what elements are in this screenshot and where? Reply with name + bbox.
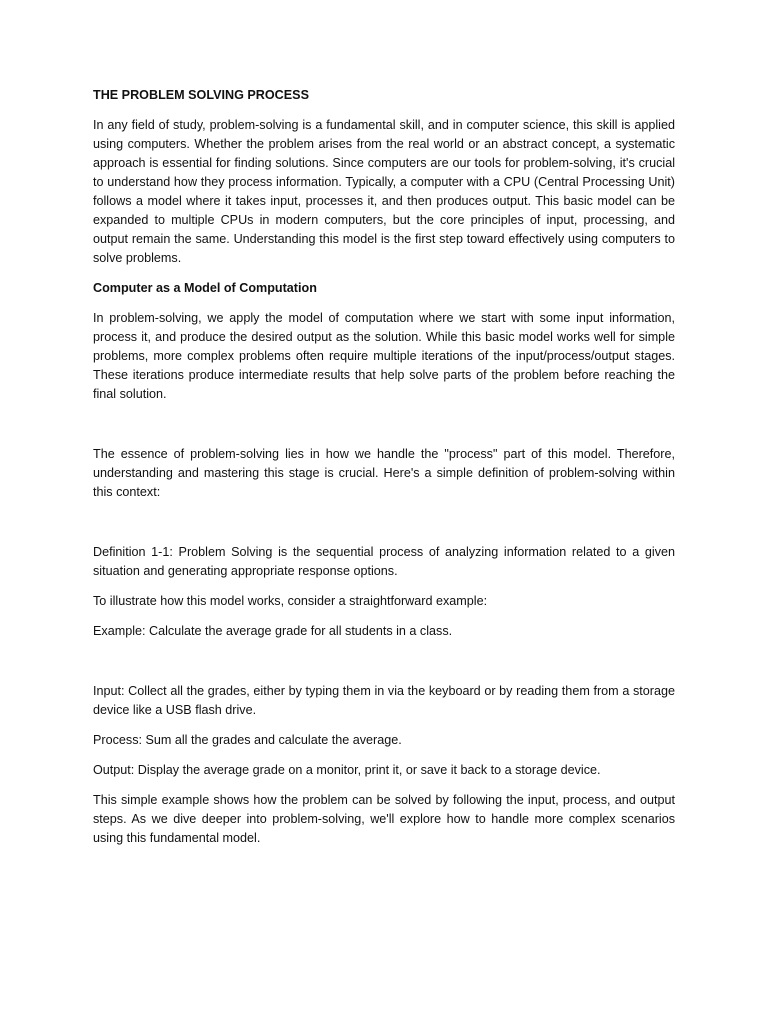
section-heading: Computer as a Model of Computation xyxy=(93,281,317,295)
definition-paragraph: Definition 1-1: Problem Solving is the sequential process of analyzing information related to a given situation and generating appropriate response options. xyxy=(93,545,675,578)
process-step-paragraph: Process: Sum all the grades and calculate the average. xyxy=(93,733,402,747)
output-step-paragraph: Output: Display the average grade on a monitor, print it, or save it back to a storage device. xyxy=(93,763,601,777)
conclusion-paragraph: This simple example shows how the problem can be solved by following the input, process, and output steps. As we dive deeper into problem-solving, we'll explore how to handle more complex scenarios using this fundamental model. xyxy=(93,793,675,845)
document-page xyxy=(93,86,675,848)
illustrate-paragraph: To illustrate how this model works, consider a straightforward example: xyxy=(93,594,488,608)
section-paragraph: In problem-solving, we apply the model of computation where we start with some input information, process it, and produce the desired output as the solution. While this basic model works well for simple problems, more complex problems often require multiple iterations of the input/process/output stages. These iterations produce intermediate results that help solve parts of the problem before reaching the final solution. xyxy=(93,311,675,401)
intro-paragraph: In any field of study, problem-solving is a fundamental skill, and in computer science, this skill is applied using computers. Whether the problem arises from the real world or an abstract concept, a systematic approach is essential for finding solutions. Since computers are our tools for problem-solving, it's crucial to understand how they process information. Typically, a computer with a CPU (Central Processing Unit) follows a model where it takes input, processes it, and then produces output. This basic model can be expanded to multiple CPUs in modern computers, but the core principles of input, processing, and output remain the same. Understanding this model is the first step toward effectively using computers to solve problems. xyxy=(93,118,675,265)
essence-paragraph: The essence of problem-solving lies in how we handle the "process" part of this model. Therefore, understanding and mastering this stage is crucial. Here's a simple definition of problem-solving within this context: xyxy=(93,447,675,499)
example-paragraph: Example: Calculate the average grade for all students in a class. xyxy=(93,624,453,638)
input-step-paragraph: Input: Collect all the grades, either by typing them in via the keyboard or by reading them from a storage device like a USB flash drive. xyxy=(93,684,675,717)
document-title: THE PROBLEM SOLVING PROCESS xyxy=(93,88,309,102)
